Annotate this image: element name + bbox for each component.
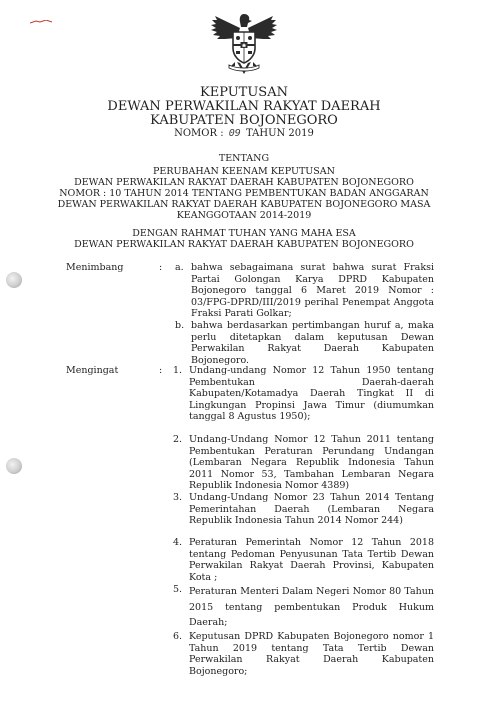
mengingat-colon: : xyxy=(159,365,163,376)
subject-line: DEWAN PERWAKILAN RAKYAT DAERAH KABUPATEN BOJONEGORO MASA xyxy=(57,199,431,210)
item-text: Undang-Undang Nomor 12 Tahun 2011 tentang Pembentukan Peraturan Perundang Undangan (Lembaran Negara Republik Indonesia Tahun 2011 Nomor 53, Tambahan Lembaran Negara Republik Indonesia Nomor 4389) xyxy=(189,434,434,492)
preamble-line: DEWAN PERWAKILAN RAKYAT DAERAH KABUPATEN BOJONEGORO xyxy=(74,239,414,250)
item-text: Peraturan Menteri Dalam Negeri Nomor 80 Tahun 2015 tentang pembentukan Produk Hukum Daerah; xyxy=(189,586,434,629)
item-text: Undang-Undang Nomor 23 Tahun 2014 Tentang Pemerintahan Daerah (Lembaran Negara Republik Indonesia Tahun 2014 Nomor 244) xyxy=(189,492,434,527)
pen-mark xyxy=(30,9,52,13)
item-marker: a. xyxy=(175,262,184,273)
subject-line: PERUBAHAN KEENAM KEPUTUSAN xyxy=(153,166,335,177)
item-text: Undang-undang Nomor 12 Tahun 1950 tentang Pembentukan Daerah-daerah Kabupaten/Kotamadya Daerah Tingkat II di Lingkungan Propinsi Jawa Timur (diumumkan tanggal 8 Agustus 1950); xyxy=(189,365,434,423)
item-marker: 2. xyxy=(173,434,183,445)
decree-number-year: TAHUN 2019 xyxy=(246,128,314,139)
menimbang-label: Menimbang xyxy=(66,262,124,273)
institution-name: DEWAN PERWAKILAN RAKYAT DAERAH xyxy=(107,99,381,114)
item-marker: 5. xyxy=(173,584,183,595)
item-marker: 3. xyxy=(173,492,183,503)
item-text: Keputusan DPRD Kabupaten Bojonegoro nomor 1 Tahun 2019 tentang Tata Tertib Dewan Perwakilan Rakyat Daerah Kabupaten Bojonegoro; xyxy=(189,631,434,677)
regency-name: KABUPATEN BOJONEGORO xyxy=(150,113,338,128)
decree-number xyxy=(0,128,488,139)
menimbang-colon: : xyxy=(159,262,163,273)
item-marker: b. xyxy=(175,320,185,331)
garuda-pancasila-emblem-icon xyxy=(207,8,281,82)
mengingat-label: Mengingat xyxy=(66,365,119,376)
decree-number-value: 09 xyxy=(228,128,241,139)
preamble-line: DENGAN RAHMAT TUHAN YANG MAHA ESA xyxy=(132,228,356,239)
subject-line: KEANGGOTAAN 2014-2019 xyxy=(176,210,312,221)
item-marker: 4. xyxy=(173,537,183,548)
subject-heading: TENTANG xyxy=(218,153,270,164)
subject-line: NOMOR : 10 TAHUN 2014 TENTANG PEMBENTUKAN BADAN ANGGARAN xyxy=(59,188,429,199)
item-text: Peraturan Pemerintah Nomor 12 Tahun 2018 tentang Pedoman Penyusunan Tata Tertib Dewan Perwakilan Rakyat Daerah Provinsi, Kabupaten Kota ; xyxy=(189,537,434,583)
document-title: KEPUTUSAN xyxy=(200,85,288,100)
item-marker: 1. xyxy=(173,365,183,376)
item-marker: 6. xyxy=(173,631,183,642)
subject-line: DEWAN PERWAKILAN RAKYAT DAERAH KABUPATEN BOJONEGORO xyxy=(74,177,414,188)
item-text: bahwa sebagaimana surat bahwa surat Fraksi Partai Golongan Karya DPRD Kabupaten Bojonegoro tanggal 6 Maret 2019 Nomor : 03/FPG-DPRD/III/2019 perihal Penempat Anggota Fraksi Parati Golkar; xyxy=(191,262,434,320)
decree-number-prefix: NOMOR : xyxy=(174,128,224,139)
item-text: bahwa berdasarkan pertimbangan huruf a, maka perlu ditetapkan dalam keputusan Dewan Perwakilan Rakyat Daerah Kabupaten Bojonegoro. xyxy=(191,320,434,366)
punch-hole-icon xyxy=(6,272,22,288)
punch-hole-icon xyxy=(6,458,22,474)
